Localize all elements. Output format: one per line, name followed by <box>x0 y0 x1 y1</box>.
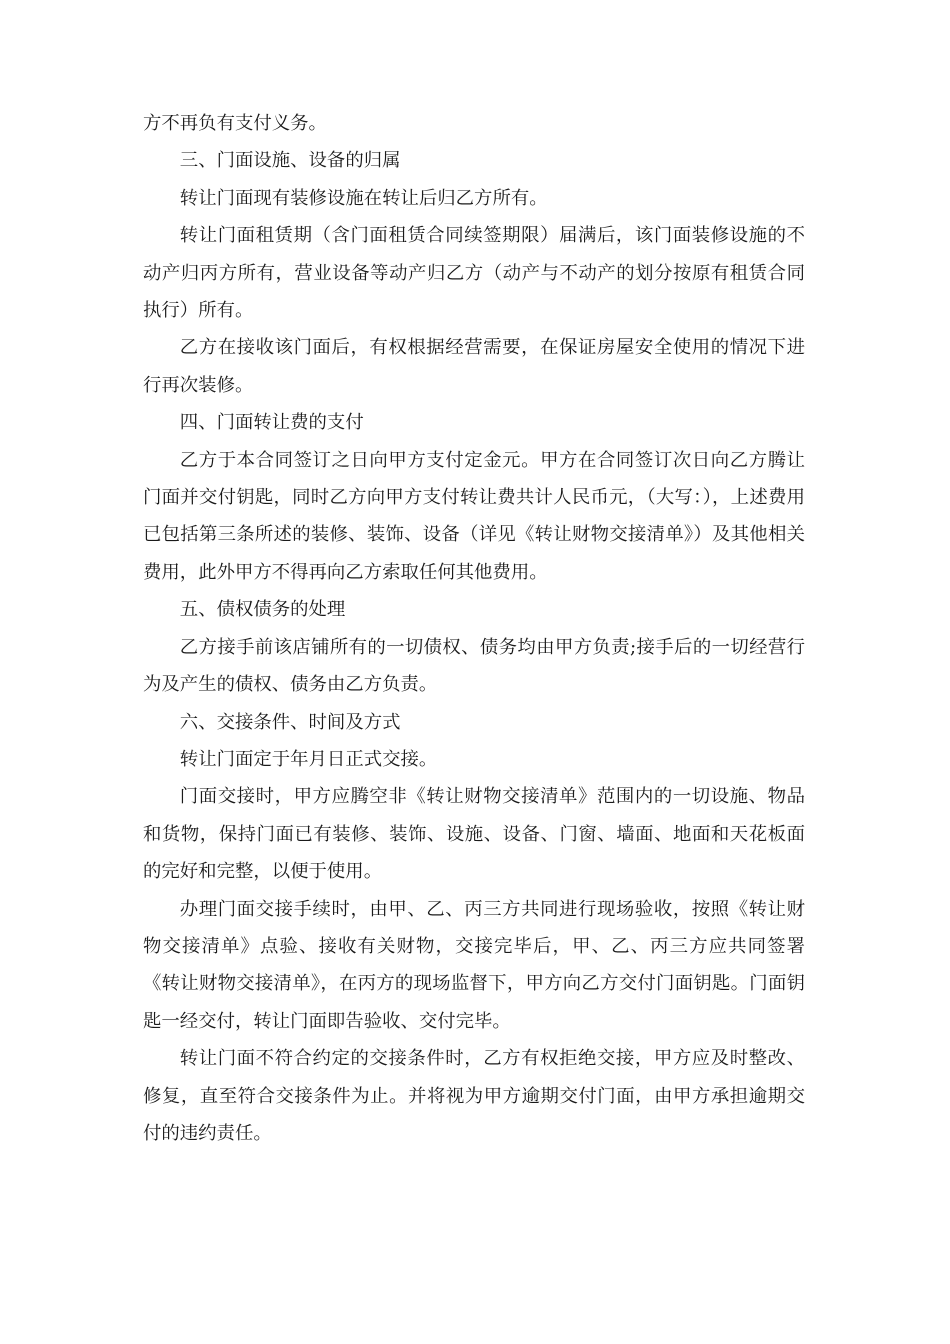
paragraph: 办理门面交接手续时，由甲、乙、丙三方共同进行现场验收，按照《转让财物交接清单》点验、接收有关财物，交接完毕后，甲、乙、丙三方应共同签署《转让财物交接清单》，在丙方的现场监督下，甲方向乙方交付门面钥匙。门面钥匙一经交付，转让门面即告验收、交付完毕。 <box>143 898 805 1032</box>
paragraph: 转让门面定于年月日正式交接。 <box>179 748 438 770</box>
section-heading-5: 五、债权债务的处理 <box>179 599 346 621</box>
paragraph: 转让门面租赁期（含门面租赁合同续签期限）届满后，该门面装修设施的不动产归丙方所有，营业设备等动产归乙方（动产与不动产的划分按原有租赁合同执行）所有。 <box>143 225 805 322</box>
paragraph: 门面交接时，甲方应腾空非《转让财物交接清单》范围内的一切设施、物品和货物，保持门面已有装修、装饰、设施、设备、门窗、墙面、地面和天花板面的完好和完整，以便于使用。 <box>143 786 805 883</box>
paragraph: 乙方在接收该门面后，有权根据经营需要，在保证房屋安全使用的情况下进行再次装修。 <box>143 337 805 396</box>
paragraph: 转让门面不符合约定的交接条件时，乙方有权拒绝交接，甲方应及时整改、修复，直至符合交接条件为止。并将视为甲方逾期交付门面，由甲方承担逾期交付的违约责任。 <box>143 1048 805 1144</box>
paragraph: 乙方接手前该店铺所有的一切债权、债务均由甲方负责;接手后的一切经营行为及产生的债权、债务由乙方负责。 <box>143 636 805 696</box>
paragraph: 乙方于本合同签订之日向甲方支付定金元。甲方在合同签订次日向乙方腾让门面并交付钥匙，同时乙方向甲方支付转让费共计人民币元，（大写：），上述费用已包括第三条所述的装修、装饰、设备（详见《转让财物交接清单》）及其他相关费用，此外甲方不得再向乙方索取任何其他费用。 <box>143 449 805 583</box>
section-heading-6: 六、交接条件、时间及方式 <box>179 711 401 733</box>
section-heading-3: 三、门面设施、设备的归属 <box>179 150 401 172</box>
document-body <box>143 105 805 1152</box>
paragraph: 转让门面现有装修设施在转让后归乙方所有。 <box>179 187 548 209</box>
section-heading-4: 四、门面转让费的支付 <box>179 412 364 434</box>
paragraph-continuation: 方不再负有支付义务。 <box>143 113 327 134</box>
